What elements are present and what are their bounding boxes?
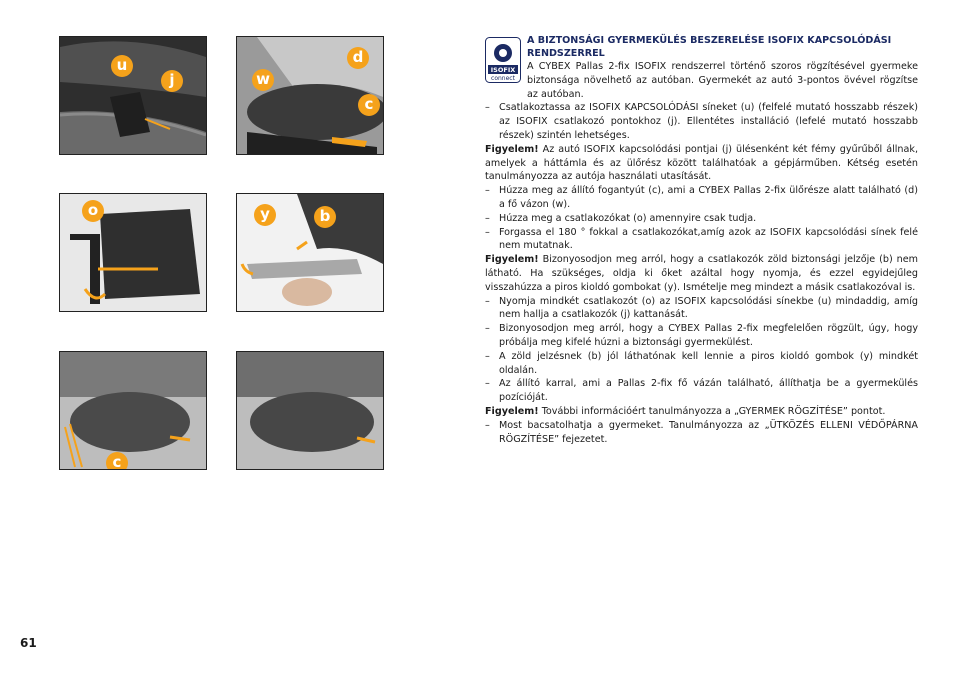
label-d: d — [347, 47, 369, 69]
label-w: w — [252, 69, 274, 91]
instructions-column — [485, 35, 918, 446]
list-item-text: Nyomja mindkét csatlakozót (o) az ISOFIX kapcsolódási sínekbe (u) mindaddig, amíg nem hallja a csatlakozók (j) kattanását. — [499, 295, 918, 321]
list-item — [485, 377, 918, 405]
photo-isofix-rails — [59, 36, 207, 155]
photo-isofix-rails-image — [60, 37, 206, 154]
list-item — [485, 212, 918, 226]
list-dash: – — [485, 185, 490, 197]
label-b: b — [314, 206, 336, 228]
list-dash: – — [485, 378, 490, 390]
list-dash: – — [485, 295, 490, 307]
label-c-2: c — [106, 452, 128, 470]
page-number: 61 — [20, 636, 37, 650]
list-item — [485, 350, 918, 378]
note-paragraph — [485, 253, 918, 294]
photo-seat-installed-1-image — [60, 352, 206, 469]
list-item — [485, 101, 918, 142]
section-heading: A BIZTONSÁGI GYERMEKÜLÉS BESZERELÉSE ISOFIX KAPCSOLÓDÁSI RENDSZERREL — [527, 35, 892, 59]
list-item-text: Húzza meg a csatlakozókat (o) amennyire csak tudja. — [499, 212, 757, 224]
list-item — [485, 322, 918, 350]
note-text: További információért tanulmányozza a „GYERMEK RÖGZÍTÉSE” pontot. — [538, 405, 886, 417]
photo-seat-installed-1 — [59, 351, 207, 470]
label-o: o — [82, 200, 104, 222]
list-dash: – — [485, 102, 490, 114]
photo-release-button — [236, 193, 384, 312]
list-item — [485, 419, 918, 447]
list-dash: – — [485, 226, 490, 238]
photo-seat-installed-2 — [236, 351, 384, 470]
isofix-connect-logo — [485, 37, 521, 83]
label-u: u — [111, 55, 133, 77]
photo-seat-handle — [236, 36, 384, 155]
list-dash: – — [485, 350, 490, 362]
isofix-logo-line1: ISOFIX — [490, 66, 516, 74]
list-item-text: Bizonyosodjon meg arról, hogy a CYBEX Pallas 2-fix megfelelően rögzült, úgy, hogy próbálja meg kifelé húzni a biztonsági gyermekülést. — [499, 323, 918, 348]
list-item-text: Húzza meg az állító fogantyút (c), ami a CYBEX Pallas 2-fix ülőrésze alatt található (d) a fő vázon (w). — [499, 185, 918, 210]
list-item-text: Csatlakoztassa az ISOFIX KAPCSOLÓDÁSI síneket (u) (felfelé mutató hosszabb részek) az ISOFIX csatlakozó pontokhoz (j). Ellentétes installáció (lefelé mutató hosszabb részek) szintén lehetséges. — [499, 102, 918, 141]
list-dash: – — [485, 419, 490, 431]
label-j: j — [161, 70, 183, 92]
photo-seat-installed-2-image — [237, 352, 383, 469]
list-item-text: Most bacsatolhatja a gyermeket. Tanulmányozza az „ÜTKÖZÉS ELLENI VÉDŐPÁRNA RÖGZÍTÉSE” fejezetet. — [499, 419, 918, 445]
intro-paragraph: A CYBEX Pallas 2-fix ISOFIX rendszerrel történő szoros rögzítésével gyermeke biztonsága növelhető az autóban. Gyermekét az autó 3-pontos övével rögzítse az autóban. — [527, 61, 918, 100]
list-dash: – — [485, 212, 490, 224]
isofix-logo-line2: connect — [491, 75, 515, 82]
list-item-text: Az állító karral, ami a Pallas 2-fix fő vázán található, állíthatja be a gyermekülés pozícióját. — [499, 378, 918, 404]
list-item — [485, 226, 918, 254]
list-item — [485, 184, 918, 212]
note-text: Az autó ISOFIX kapcsolódási pontjai (j) ülésenként két fémy gyűrűből állnak, amelyek a háttámla és az ülőrész között találhatóak a gépjárműben. Kétség esetén tanulmányozza az autója használati utasítását. — [485, 143, 918, 183]
list-dash: – — [485, 323, 490, 335]
isofix-logo-icon — [485, 37, 521, 83]
list-item — [485, 295, 918, 323]
list-item-text: Forgassa el 180 ° fokkal a csatlakozókat,amíg azok az ISOFIX kapcsolódási sínek felé nem mutatnak. — [499, 226, 918, 252]
label-c: c — [358, 94, 380, 116]
list-item-text: A zöld jelzésnek (b) jól láthatónak kell lennie a piros kioldó gombok (y) mindkét oldalán. — [499, 350, 918, 376]
note-paragraph — [485, 405, 918, 419]
note-text: Bizonyosodjon meg arról, hogy a csatlakozók zöld biztonsági jelzője (b) nem látható. Ha szükséges, oldja ki őket azáltal hogy nyomja, és ezzel egyidejűleg visszahúzza a piros kioldó gombokat (y). Ismételje meg mindezt a másik csatlakozóval is. — [485, 254, 918, 293]
note-label: Figyelem! — [485, 143, 539, 155]
note-paragraph — [485, 143, 918, 184]
note-label: Figyelem! — [485, 405, 539, 417]
note-label: Figyelem! — [485, 254, 539, 266]
photo-connectors — [59, 193, 207, 312]
label-y: y — [254, 204, 276, 226]
